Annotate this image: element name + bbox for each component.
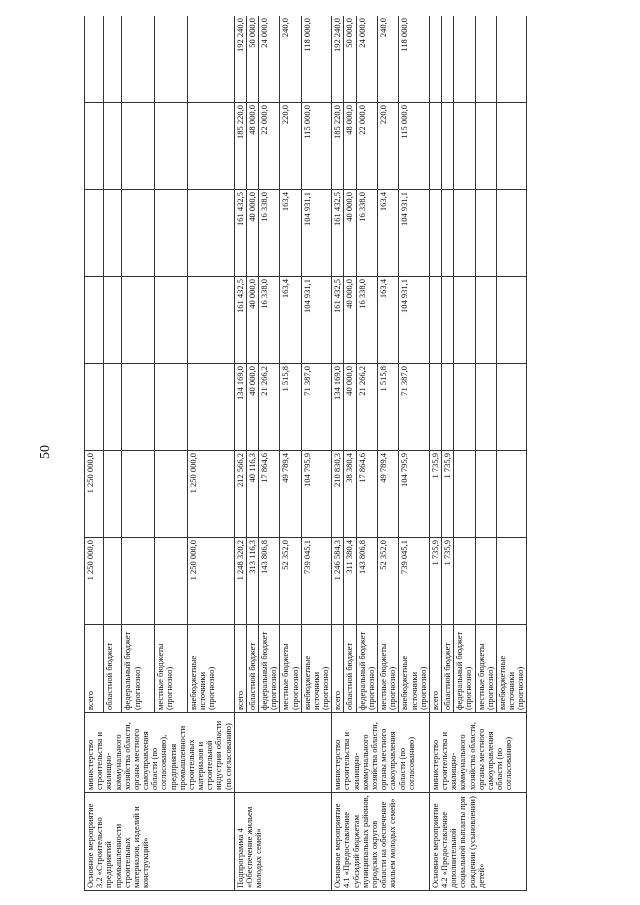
value-cell: 240,0 [280, 16, 301, 103]
value-cell: 212 566,2 [234, 451, 246, 538]
value-cell [454, 103, 475, 190]
value-cell: 1 735,9 [442, 451, 454, 538]
value-cell [122, 190, 155, 277]
value-cell: 48 000,0 [344, 103, 356, 190]
value-cell [442, 277, 454, 364]
value-cell [122, 538, 155, 625]
value-cell [85, 190, 104, 277]
value-cell [103, 451, 122, 538]
value-cell [442, 190, 454, 277]
value-cell: 17 864,6 [259, 451, 280, 538]
value-cell [187, 277, 234, 364]
measure-cell: Основное мероприятие 4.1 «Предоставление субсидий бюджетам муниципальных районов, городских округов области на обеспечение жильем молодых семей» [332, 793, 430, 891]
source-cell: всего [85, 625, 104, 713]
value-cell: 21 266,2 [356, 364, 377, 451]
value-cell: 24 000,0 [259, 16, 280, 103]
value-cell: 104 795,9 [399, 451, 430, 538]
value-cell [429, 277, 441, 364]
value-cell [496, 16, 527, 103]
value-cell: 1 515,8 [280, 364, 301, 451]
value-cell [475, 277, 496, 364]
value-cell: 50 000,0 [246, 16, 258, 103]
value-cell: 21 266,2 [259, 364, 280, 451]
value-cell: 24 000,0 [356, 16, 377, 103]
value-cell: 49 789,4 [377, 451, 398, 538]
value-cell [122, 451, 155, 538]
source-cell: местные бюджеты (прогнозно) [155, 625, 188, 713]
source-cell: федеральный бюджет (прогнозно) [122, 625, 155, 713]
value-cell [442, 103, 454, 190]
value-cell [155, 103, 188, 190]
value-cell [103, 364, 122, 451]
value-cell: 104 931,1 [301, 190, 332, 277]
value-cell: 1 248 320,2 [234, 538, 246, 625]
value-cell: 163,4 [280, 277, 301, 364]
value-cell [103, 538, 122, 625]
value-cell [85, 103, 104, 190]
value-cell: 118 000,0 [301, 16, 332, 103]
value-cell: 40 000,0 [246, 190, 258, 277]
value-cell: 1 250 000,0 [85, 451, 104, 538]
source-cell: всего [332, 625, 344, 713]
value-cell: 210 830,3 [332, 451, 344, 538]
value-cell [429, 103, 441, 190]
measure-cell: Основное мероприятие 3.2 «Строительство предприятий промышленности строительных материалов, изделий и конструкций» [85, 793, 235, 891]
value-cell [475, 190, 496, 277]
value-cell: 16 338,0 [259, 190, 280, 277]
value-cell: 1 246 584,3 [332, 538, 344, 625]
value-cell [155, 538, 188, 625]
value-cell [429, 364, 441, 451]
executor-cell: министерство строительства и жилищно-коммунального хозяйства области, органы местного самоуправления области (по согласованию) [429, 713, 527, 793]
value-cell [475, 364, 496, 451]
value-cell [187, 364, 234, 451]
value-cell [442, 364, 454, 451]
value-cell: 118 000,0 [399, 16, 430, 103]
value-cell: 16 338,0 [356, 277, 377, 364]
value-cell [454, 190, 475, 277]
value-cell: 1 515,8 [377, 364, 398, 451]
source-cell: федеральный бюджет (прогнозно) [454, 625, 475, 713]
source-cell: местные бюджеты (прогнозно) [280, 625, 301, 713]
executor-cell [234, 713, 332, 793]
value-cell [187, 190, 234, 277]
table-row [332, 16, 344, 891]
table-row [429, 16, 441, 891]
source-cell: внебюджетные источники (прогнозно) [496, 625, 527, 713]
table-sheet [84, 16, 610, 891]
value-cell: 163,4 [377, 190, 398, 277]
source-cell: федеральный бюджет (прогнозно) [259, 625, 280, 713]
value-cell [85, 277, 104, 364]
value-cell [187, 16, 234, 103]
source-cell: федеральный бюджет (прогнозно) [356, 625, 377, 713]
value-cell [442, 16, 454, 103]
value-cell [454, 277, 475, 364]
value-cell [103, 190, 122, 277]
value-cell: 115 000,0 [301, 103, 332, 190]
value-cell: 52 352,0 [377, 538, 398, 625]
value-cell: 311 380,4 [344, 538, 356, 625]
value-cell [85, 364, 104, 451]
value-cell [454, 364, 475, 451]
value-cell: 134 169,0 [234, 364, 246, 451]
value-cell: 220,0 [280, 103, 301, 190]
value-cell [155, 16, 188, 103]
value-cell [496, 364, 527, 451]
value-cell: 739 045,1 [301, 538, 332, 625]
value-cell [454, 451, 475, 538]
value-cell: 1 735,9 [429, 451, 441, 538]
value-cell [429, 16, 441, 103]
value-cell: 16 338,0 [259, 277, 280, 364]
value-cell [496, 277, 527, 364]
value-cell: 104 795,9 [301, 451, 332, 538]
value-cell: 52 352,0 [280, 538, 301, 625]
value-cell [429, 190, 441, 277]
source-cell: местные бюджеты (прогнозно) [377, 625, 398, 713]
value-cell: 22 000,0 [259, 103, 280, 190]
value-cell: 161 432,5 [332, 190, 344, 277]
source-cell: областной бюджет [103, 625, 122, 713]
value-cell: 40 000,0 [344, 364, 356, 451]
value-cell: 1 250 000,0 [187, 451, 234, 538]
value-cell [475, 103, 496, 190]
value-cell [454, 16, 475, 103]
source-cell: местные бюджеты (прогнозно) [475, 625, 496, 713]
value-cell: 143 806,8 [356, 538, 377, 625]
value-cell [475, 451, 496, 538]
value-cell: 163,4 [377, 277, 398, 364]
value-cell: 161 432,5 [332, 277, 344, 364]
measure-cell: Основное мероприятие 4.2 «Предоставление дополнительной социальной выплаты при рождении (усыновлении) детей» [429, 793, 527, 891]
value-cell: 16 338,0 [356, 190, 377, 277]
value-cell: 40 116,3 [246, 451, 258, 538]
value-cell [122, 16, 155, 103]
measure-cell: Подпрограмма 4 «Обеспечение жильем молодых семей» [234, 793, 332, 891]
value-cell: 104 931,1 [399, 277, 430, 364]
value-cell [454, 538, 475, 625]
source-cell: внебюджетные источники (прогнозно) [301, 625, 332, 713]
value-cell [475, 538, 496, 625]
table-body [85, 16, 527, 891]
value-cell: 313 116,3 [246, 538, 258, 625]
source-cell: внебюджетные источники (прогнозно) [399, 625, 430, 713]
value-cell: 17 864,6 [356, 451, 377, 538]
value-cell [85, 16, 104, 103]
value-cell: 50 000,0 [344, 16, 356, 103]
value-cell [475, 16, 496, 103]
value-cell [155, 190, 188, 277]
value-cell: 40 000,0 [246, 364, 258, 451]
value-cell: 240,0 [377, 16, 398, 103]
table-row [85, 16, 104, 891]
value-cell: 143 806,8 [259, 538, 280, 625]
value-cell: 161 432,5 [234, 190, 246, 277]
value-cell [155, 277, 188, 364]
value-cell: 48 000,0 [246, 103, 258, 190]
funding-table [84, 16, 527, 891]
value-cell [155, 451, 188, 538]
value-cell [496, 103, 527, 190]
value-cell: 163,4 [280, 190, 301, 277]
value-cell [122, 103, 155, 190]
source-cell: всего [234, 625, 246, 713]
value-cell [187, 103, 234, 190]
value-cell: 739 045,1 [399, 538, 430, 625]
executor-cell: министерство строительства и жилищно-коммунального хозяйства области, органы местного самоуправления области (по согласованию) [332, 713, 430, 793]
value-cell [496, 190, 527, 277]
value-cell: 104 931,1 [399, 190, 430, 277]
value-cell: 71 387,0 [301, 364, 332, 451]
value-cell: 185 220,0 [332, 103, 344, 190]
value-cell: 192 240,0 [234, 16, 246, 103]
value-cell: 40 000,0 [344, 190, 356, 277]
value-cell: 1 250 000,0 [85, 538, 104, 625]
value-cell [155, 364, 188, 451]
table-row [234, 16, 246, 891]
value-cell: 1 735,9 [429, 538, 441, 625]
value-cell [122, 277, 155, 364]
value-cell: 1 735,9 [442, 538, 454, 625]
value-cell: 40 000,0 [344, 277, 356, 364]
value-cell [103, 16, 122, 103]
value-cell: 38 380,4 [344, 451, 356, 538]
source-cell: всего [429, 625, 441, 713]
value-cell: 192 240,0 [332, 16, 344, 103]
value-cell [496, 538, 527, 625]
value-cell: 115 000,0 [399, 103, 430, 190]
source-cell: областной бюджет [344, 625, 356, 713]
value-cell: 134 169,0 [332, 364, 344, 451]
value-cell [103, 103, 122, 190]
value-cell [103, 277, 122, 364]
value-cell: 104 931,1 [301, 277, 332, 364]
value-cell: 161 432,5 [234, 277, 246, 364]
rotated-table-page [84, 16, 610, 891]
source-cell: внебюджетные источники (прогнозно) [187, 625, 234, 713]
value-cell: 220,0 [377, 103, 398, 190]
value-cell [122, 364, 155, 451]
value-cell: 40 000,0 [246, 277, 258, 364]
value-cell [496, 451, 527, 538]
page-number: 50 [38, 445, 53, 459]
value-cell: 185 220,0 [234, 103, 246, 190]
value-cell: 22 000,0 [356, 103, 377, 190]
value-cell: 1 250 000,0 [187, 538, 234, 625]
source-cell: областной бюджет [442, 625, 454, 713]
source-cell: областной бюджет [246, 625, 258, 713]
value-cell: 49 789,4 [280, 451, 301, 538]
value-cell: 71 387,0 [399, 364, 430, 451]
executor-cell: министерство строительства и жилищно-коммунального хозяйства области, органы местного самоуправления области (по согласованию), предприятия промышленности строительных материалов и строительной индустрии области (по согласованию) [85, 713, 235, 793]
